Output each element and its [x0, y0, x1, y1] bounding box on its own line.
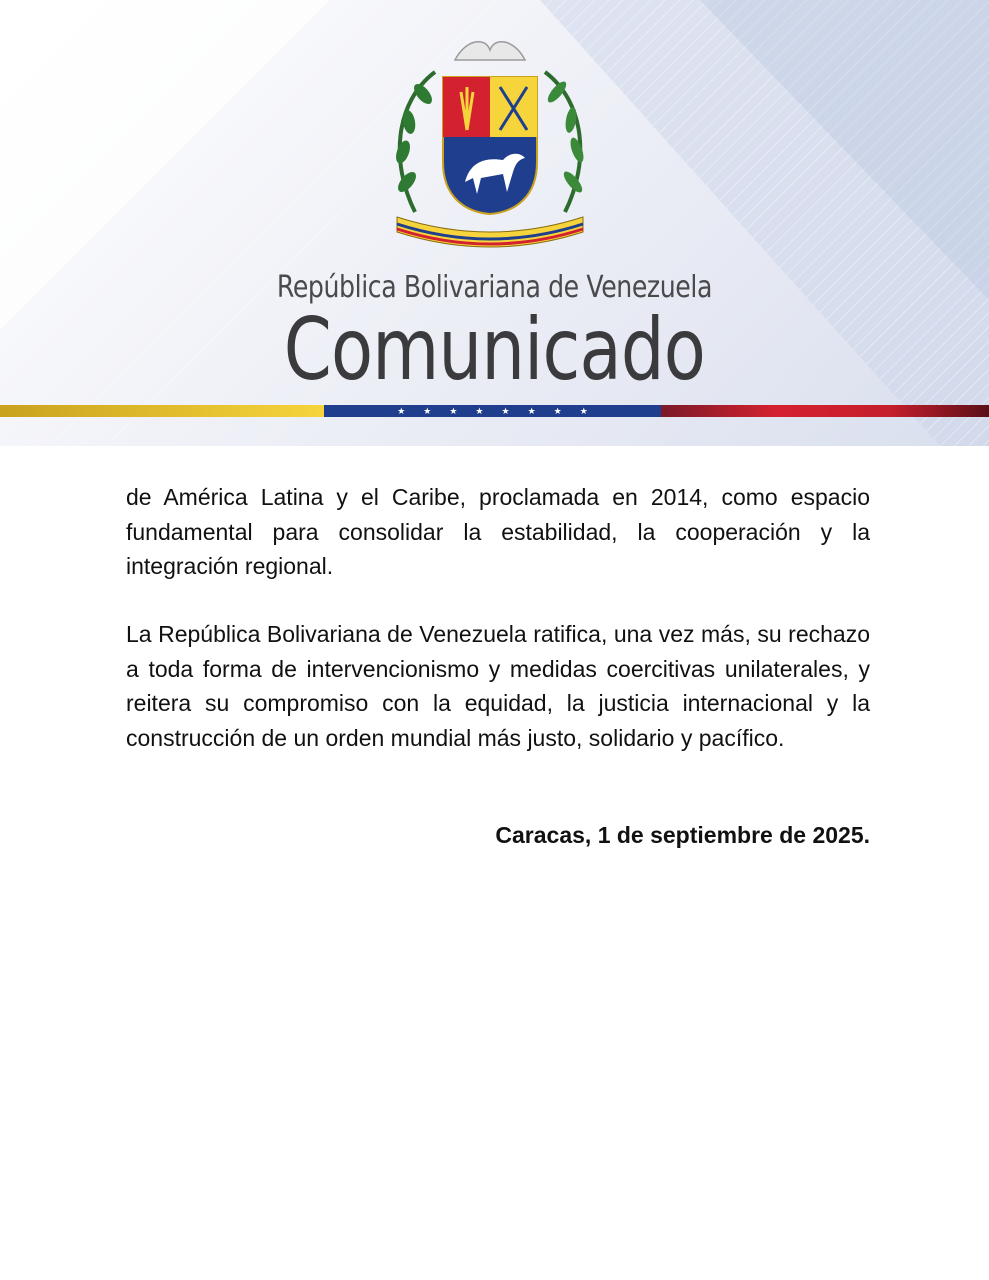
star-icon: ★ — [397, 406, 406, 416]
stripe-red — [661, 405, 989, 417]
stripe-stars — [324, 405, 661, 417]
coat-of-arms-emblem — [385, 32, 595, 262]
stripe-yellow — [0, 405, 324, 417]
star-icon: ★ — [475, 406, 484, 416]
header-title: Comunicado — [283, 300, 706, 400]
body-paragraph-1: de América Latina y el Caribe, proclamada en 2014, como espacio fundamental para consolidar la estabilidad, la cooperación y la integración regional. — [126, 484, 870, 579]
star-icon: ★ — [527, 406, 536, 416]
star-icon: ★ — [449, 406, 458, 416]
star-icon: ★ — [553, 406, 562, 416]
document-header — [0, 0, 989, 446]
body-paragraph-2: La República Bolivariana de Venezuela ratifica, una vez más, su rechazo a toda forma de intervencionismo y medidas coercitivas unilaterales, y reitera su compromiso con la equidad, la justicia internacional y la construcción de un orden mundial más justo, solidario y pacífico. — [126, 621, 870, 751]
star-icon: ★ — [501, 406, 510, 416]
header-subtitle: República Bolivariana de Venezuela — [276, 270, 712, 305]
star-icon: ★ — [423, 406, 432, 416]
star-icon: ★ — [579, 406, 588, 416]
national-tricolor-stripe — [0, 405, 989, 417]
signoff-date-place: Caracas, 1 de septiembre de 2025. — [495, 822, 870, 848]
stripe-blue — [324, 405, 661, 417]
